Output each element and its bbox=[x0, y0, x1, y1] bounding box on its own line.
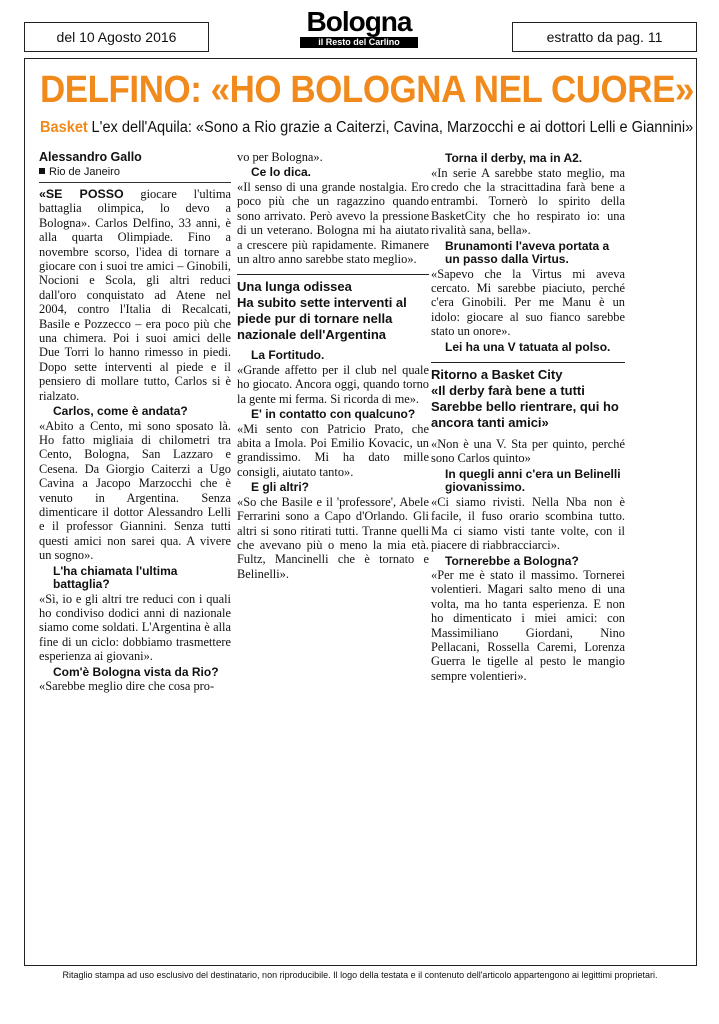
copyright-footer: Ritaglio stampa ad uso esclusivo del destinatario, non riproducibile. Il logo della testata e il contenuto dell'articolo appartengono ai legittimi proprietari. bbox=[62, 970, 658, 980]
square-bullet-icon bbox=[39, 168, 45, 174]
answer: «Non è una V. Sta per quinto, perché sono Carlos quinto» bbox=[431, 437, 625, 466]
pull-quote-box bbox=[237, 274, 429, 343]
pull-quote-text: «Il derby farà bene a tutti Sarebbe bello rientrare, qui ho ancora tanti amici» bbox=[431, 383, 619, 431]
dateline-text: Rio de Janeiro bbox=[49, 166, 120, 178]
column-3 bbox=[431, 150, 625, 683]
question: Brunamonti l'aveva portata a un passo dalla Virtus. bbox=[445, 238, 610, 267]
answer: «Sì, io e gli altri tre reduci con i quali ho condiviso dodici anni di nazionale siamo come soldati. L'Argentina è alla fine di un ciclo: dobbiamo trasmettere esperienza ai giovani». bbox=[39, 591, 231, 664]
question: E gli altri? bbox=[251, 480, 310, 495]
lead-in: «SE POSSO bbox=[39, 187, 124, 201]
intro-text: giocare l'ultima battaglia olimpica, lo devo a Bologna». Carlos Delfino, 33 anni, è alla quarta Olimpiade. Fino a novembre scorso, l'idea di tornare a giocare con i suoi tre amici – Ginobili, Nocioni e Scola, gli altri reduci dall'oro conquistato ad Atene nel 2004, contro l'Italia di Recalcati, Basile e Pozzecco – era poco più che una chimera. Poi i suoi amici delle Due Torri lo hanno rimesso in piedi. Dopo sette interventi al piede e il pensiero di mollare tutto, Carlos si è rialzato. bbox=[39, 187, 231, 403]
answer: «Per me è stato il massimo. Tornerei volentieri. Magari salto meno di una volta, ma ho tanta esperienza. E non ho dimenticato i miei amici: con Massimiliano Giordani, Nino Pellacani, Rossella Caremi, Lorenza Guerra le tigelle al pesto le mangio sempre volentieri». bbox=[431, 568, 625, 683]
newspaper-logo bbox=[300, 8, 418, 48]
answer: «Sarebbe meglio dire che cosa pro- bbox=[39, 679, 215, 694]
logo-subtitle: il Resto del Carlino bbox=[300, 37, 418, 48]
subheadline bbox=[40, 118, 694, 138]
answer: «Ci siamo rivisti. Nella Nba non è facile, il fuso orario scombina tutto. Ma ci siamo visti tante volte, con il piacere di riabbracciarci». bbox=[431, 494, 625, 553]
answer: vo per Bologna». bbox=[237, 150, 323, 164]
question: La Fortitudo. bbox=[251, 348, 325, 363]
answer: «Il senso di una grande nostalgia. Ero poco più che un ragazzino quando sono arrivato. Però avevo la pressione di un veterano. Bologna mi ha aiutato a crescere più rapidamente. Rimanere un altro anno sarebbe stato meglio». bbox=[237, 179, 429, 266]
question: E' in contatto con qualcuno? bbox=[251, 407, 416, 422]
subhead-text: L'ex dell'Aquila: «Sono a Rio grazie a Caiterzi, Cavina, Marzocchi e ai dottori Lelli e Giannini» bbox=[91, 119, 694, 136]
headline: DELFINO: «HO BOLOGNA NEL CUORE» bbox=[40, 69, 694, 111]
logo-title: Bologna bbox=[306, 6, 412, 37]
page-reference: estratto da pag. 11 bbox=[546, 29, 663, 45]
answer: «Grande affetto per il club nel quale ho giocato. Ancora oggi, quando torno la gente mi ferma. Si ricorda di me». bbox=[237, 362, 429, 406]
question: Torna il derby, ma in A2. bbox=[445, 151, 583, 165]
question: Ce lo dica. bbox=[251, 165, 312, 180]
question: Carlos, come è andata? bbox=[53, 404, 188, 419]
date-box bbox=[24, 22, 209, 52]
author: Alessandro Gallo bbox=[39, 150, 142, 164]
question: L'ha chiamata l'ultima battaglia? bbox=[53, 563, 178, 592]
pull-quote-text: Ha subito sette interventi al piede pur di tornare nella nazionale dell'Argentina bbox=[237, 295, 407, 343]
answer: «Mi sento con Patricio Prato, che abita a Imola. Poi Emilio Kovacic, un grandissimo. Mi ha dato mille consigli, aiutato tanto». bbox=[237, 421, 429, 479]
pull-quote-title: Una lunga odissea bbox=[237, 279, 352, 295]
answer: «Sapevo che la Virtus mi aveva cercato. Mi sarebbe piaciuto, perché c'era Ginobili. Per me Manu è un idolo: giocare al suo fianco sarebbe stato un onore». bbox=[431, 266, 625, 339]
dateline bbox=[39, 165, 231, 183]
paragraph bbox=[39, 187, 231, 403]
column-2 bbox=[237, 150, 429, 581]
question: Lei ha una V tatuata al polso. bbox=[445, 339, 611, 354]
answer: «So che Basile e il 'professore', Abele Ferrarini sono a Capo d'Orlando. Gli altri si sono ritirati tutti. Tranne quelli che avevano più o meno la mia età. Fultz, Mancinelli che è tornato e Belinelli». bbox=[237, 494, 429, 581]
kicker: Basket bbox=[40, 119, 88, 136]
question: In quegli anni c'era un Belinelli giovanissimo. bbox=[445, 466, 621, 495]
answer: «In serie A sarebbe stato meglio, ma credo che la stracittadina farà bene a entrambi. Tornerò lo spirito della BasketCity che ho respirato io: una rivalità sana, bella». bbox=[431, 165, 625, 238]
answer: «Abito a Cento, mi sono sposato là. Ho fatto migliaia di chilometri tra Cento, Bologna, San Lazzaro e Cesena. Da Giorgio Caiterzi a Ugo Cavina a Jacopo Marzocchi che è venuto in Argentina. Senza dimenticare il dottor Alessandro Lelli e il professor Giannini. Senza tutti questi amici non sarei qua. A vivere un sogno». bbox=[39, 418, 231, 563]
publication-date: del 10 Agosto 2016 bbox=[56, 29, 177, 45]
column-1 bbox=[39, 150, 231, 694]
question: Tornerebbe a Bologna? bbox=[445, 553, 579, 568]
pull-quote-box bbox=[431, 362, 625, 431]
page-box bbox=[512, 22, 697, 52]
question: Com'è Bologna vista da Rio? bbox=[53, 664, 219, 679]
pull-quote-title: Ritorno a Basket City bbox=[431, 367, 563, 383]
